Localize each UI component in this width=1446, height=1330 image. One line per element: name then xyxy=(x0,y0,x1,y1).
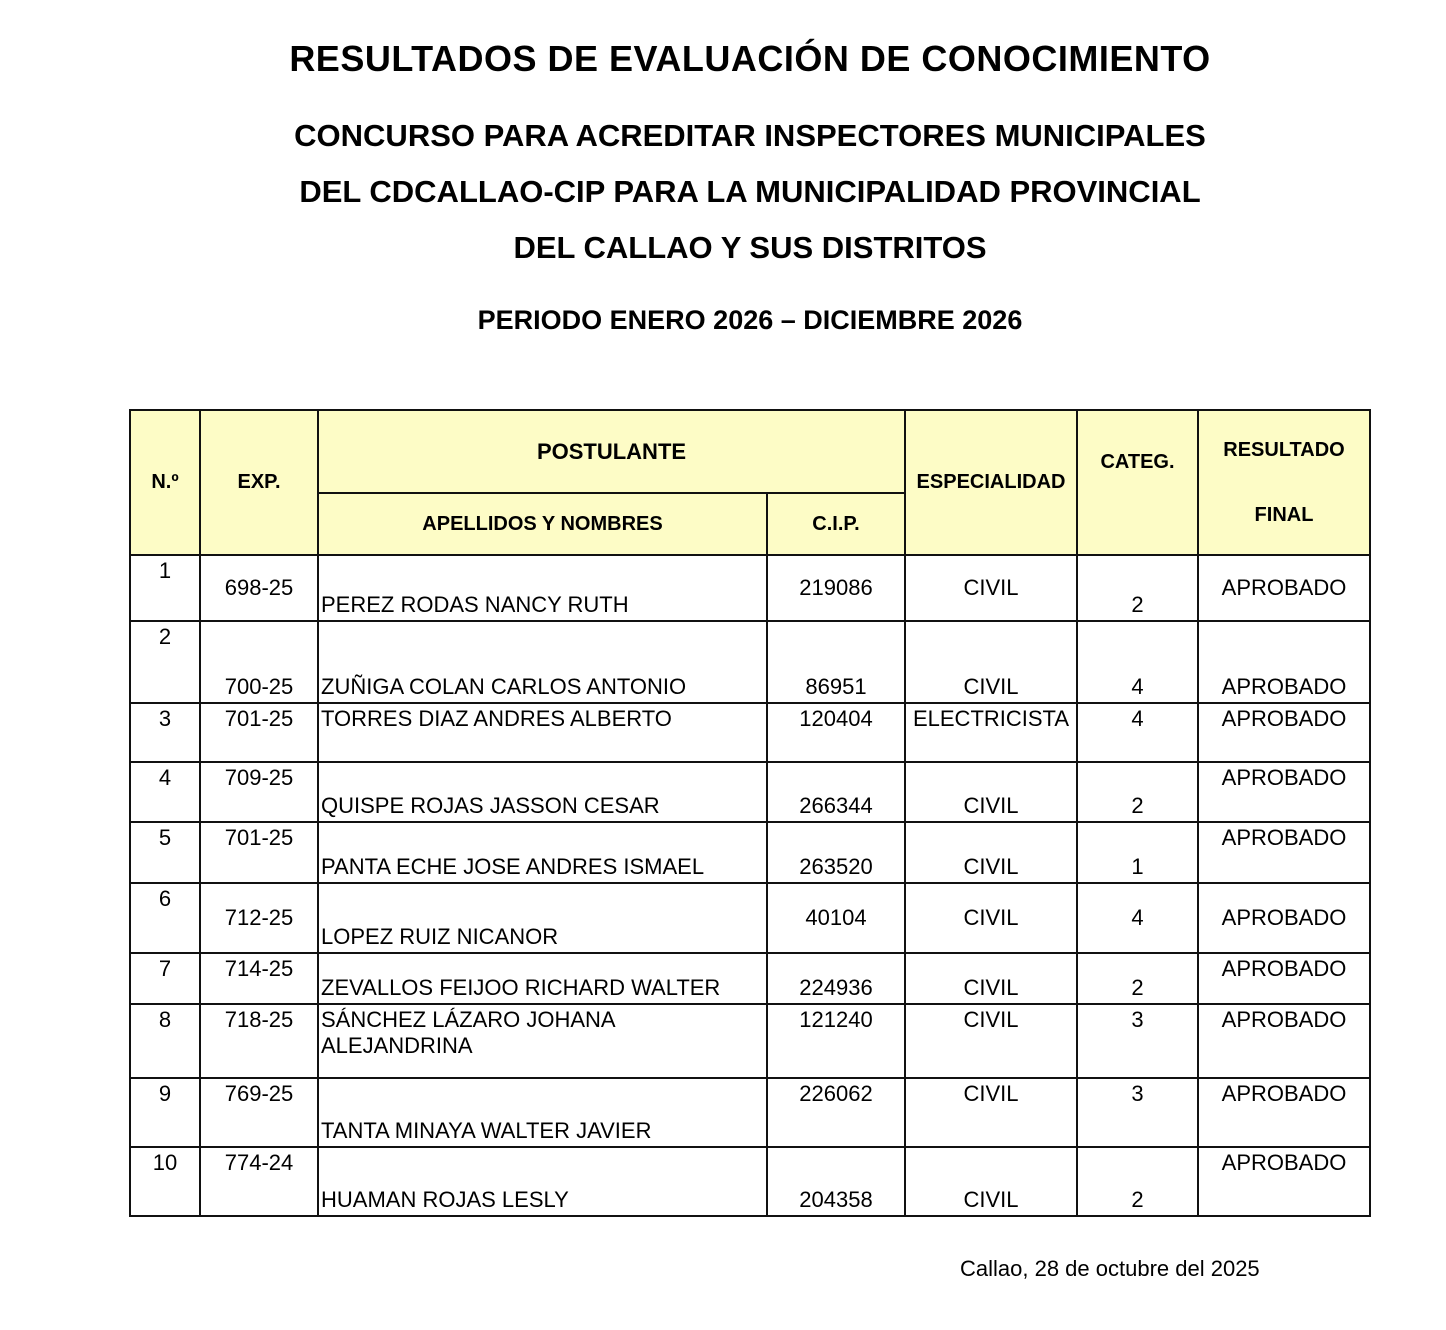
document-title: RESULTADOS DE EVALUACIÓN DE CONOCIMIENTO xyxy=(289,38,1211,79)
cell-no: 4 xyxy=(130,762,200,822)
cell-exp: 701-25 xyxy=(200,703,318,762)
cell-name: TORRES DIAZ ANDRES ALBERTO xyxy=(318,703,767,762)
cell-cip: 224936 xyxy=(767,953,905,1004)
header-resultado xyxy=(1198,410,1370,555)
table-body xyxy=(130,555,1370,1216)
cell-cip: 86951 xyxy=(767,621,905,703)
table-row xyxy=(130,703,1370,762)
cell-cip: 120404 xyxy=(767,703,905,762)
table-row xyxy=(130,1147,1370,1216)
header-names: APELLIDOS Y NOMBRES xyxy=(318,493,767,555)
cell-exp: 769-25 xyxy=(200,1078,318,1147)
cell-cat: 4 xyxy=(1077,703,1198,762)
cell-res: APROBADO xyxy=(1198,1147,1370,1216)
cell-cat: 4 xyxy=(1077,883,1198,953)
table-row xyxy=(130,1004,1370,1078)
cell-res: APROBADO xyxy=(1198,621,1370,703)
header-cip: C.I.P. xyxy=(767,493,905,555)
table-row xyxy=(130,762,1370,822)
header-especialidad: ESPECIALIDAD xyxy=(905,410,1077,555)
cell-cat: 4 xyxy=(1077,621,1198,703)
cell-name: PANTA ECHE JOSE ANDRES ISMAEL xyxy=(318,822,767,883)
table-row xyxy=(130,822,1370,883)
cell-no: 5 xyxy=(130,822,200,883)
cell-cat: 3 xyxy=(1077,1078,1198,1147)
cell-name: TANTA MINAYA WALTER JAVIER xyxy=(318,1078,767,1147)
cell-cat: 3 xyxy=(1077,1004,1198,1078)
cell-no: 1 xyxy=(130,555,200,621)
header-categ: CATEG. xyxy=(1077,410,1198,555)
cell-esp: CIVIL xyxy=(905,1004,1077,1078)
cell-cip: 263520 xyxy=(767,822,905,883)
cell-name: ZUÑIGA COLAN CARLOS ANTONIO xyxy=(318,621,767,703)
table-row xyxy=(130,555,1370,621)
cell-cat: 1 xyxy=(1077,822,1198,883)
cell-esp: ELECTRICISTA xyxy=(905,703,1077,762)
header-exp: EXP. xyxy=(200,410,318,555)
subtitle-line-2: DEL CDCALLAO-CIP PARA LA MUNICIPALIDAD PROVINCIAL xyxy=(299,174,1201,209)
cell-esp: CIVIL xyxy=(905,822,1077,883)
cell-exp: 698-25 xyxy=(200,555,318,621)
cell-no: 6 xyxy=(130,883,200,953)
cell-cat: 2 xyxy=(1077,953,1198,1004)
cell-exp: 774-24 xyxy=(200,1147,318,1216)
table-row xyxy=(130,883,1370,953)
cell-cat: 2 xyxy=(1077,762,1198,822)
cell-no: 2 xyxy=(130,621,200,703)
cell-res: APROBADO xyxy=(1198,555,1370,621)
cell-esp: CIVIL xyxy=(905,1078,1077,1147)
header-resultado-line1: RESULTADO xyxy=(1223,438,1345,461)
subtitle-line-1: CONCURSO PARA ACREDITAR INSPECTORES MUNICIPALES xyxy=(294,118,1206,153)
cell-cat: 2 xyxy=(1077,1147,1198,1216)
cell-res: APROBADO xyxy=(1198,883,1370,953)
cell-esp: CIVIL xyxy=(905,1147,1077,1216)
table-row xyxy=(130,621,1370,703)
header-resultado-line2: FINAL xyxy=(1254,503,1314,526)
cell-no: 10 xyxy=(130,1147,200,1216)
results-table xyxy=(129,409,1371,1217)
cell-name: LOPEZ RUIZ NICANOR xyxy=(318,883,767,953)
cell-res: APROBADO xyxy=(1198,1004,1370,1078)
cell-cat: 2 xyxy=(1077,555,1198,621)
table-row xyxy=(130,953,1370,1004)
footer-date: Callao, 28 de octubre del 2025 xyxy=(960,1256,1260,1281)
header-no: N.º xyxy=(130,410,200,555)
cell-name: ZEVALLOS FEIJOO RICHARD WALTER xyxy=(318,953,767,1004)
cell-exp: 714-25 xyxy=(200,953,318,1004)
cell-res: APROBADO xyxy=(1198,1078,1370,1147)
cell-cip: 219086 xyxy=(767,555,905,621)
cell-esp: CIVIL xyxy=(905,883,1077,953)
cell-esp: CIVIL xyxy=(905,621,1077,703)
cell-esp: CIVIL xyxy=(905,555,1077,621)
cell-res: APROBADO xyxy=(1198,953,1370,1004)
cell-exp: 709-25 xyxy=(200,762,318,822)
cell-no: 9 xyxy=(130,1078,200,1147)
cell-res: APROBADO xyxy=(1198,703,1370,762)
cell-cip: 266344 xyxy=(767,762,905,822)
cell-res: APROBADO xyxy=(1198,762,1370,822)
cell-cip: 226062 xyxy=(767,1078,905,1147)
table-row xyxy=(130,1078,1370,1147)
cell-res: APROBADO xyxy=(1198,822,1370,883)
cell-exp: 718-25 xyxy=(200,1004,318,1078)
cell-exp: 700-25 xyxy=(200,621,318,703)
cell-name: SÁNCHEZ LÁZARO JOHANA ALEJANDRINA xyxy=(318,1004,767,1078)
cell-exp: 701-25 xyxy=(200,822,318,883)
cell-exp: 712-25 xyxy=(200,883,318,953)
cell-no: 3 xyxy=(130,703,200,762)
cell-name: HUAMAN ROJAS LESLY xyxy=(318,1147,767,1216)
cell-cip: 204358 xyxy=(767,1147,905,1216)
cell-esp: CIVIL xyxy=(905,953,1077,1004)
header-postulante: POSTULANTE xyxy=(318,410,905,493)
cell-no: 7 xyxy=(130,953,200,1004)
cell-name: PEREZ RODAS NANCY RUTH xyxy=(318,555,767,621)
subtitle-line-3: DEL CALLAO Y SUS DISTRITOS xyxy=(513,230,987,265)
cell-esp: CIVIL xyxy=(905,762,1077,822)
cell-cip: 40104 xyxy=(767,883,905,953)
cell-name: QUISPE ROJAS JASSON CESAR xyxy=(318,762,767,822)
cell-cip: 121240 xyxy=(767,1004,905,1078)
period: PERIODO ENERO 2026 – DICIEMBRE 2026 xyxy=(477,305,1023,335)
cell-no: 8 xyxy=(130,1004,200,1078)
